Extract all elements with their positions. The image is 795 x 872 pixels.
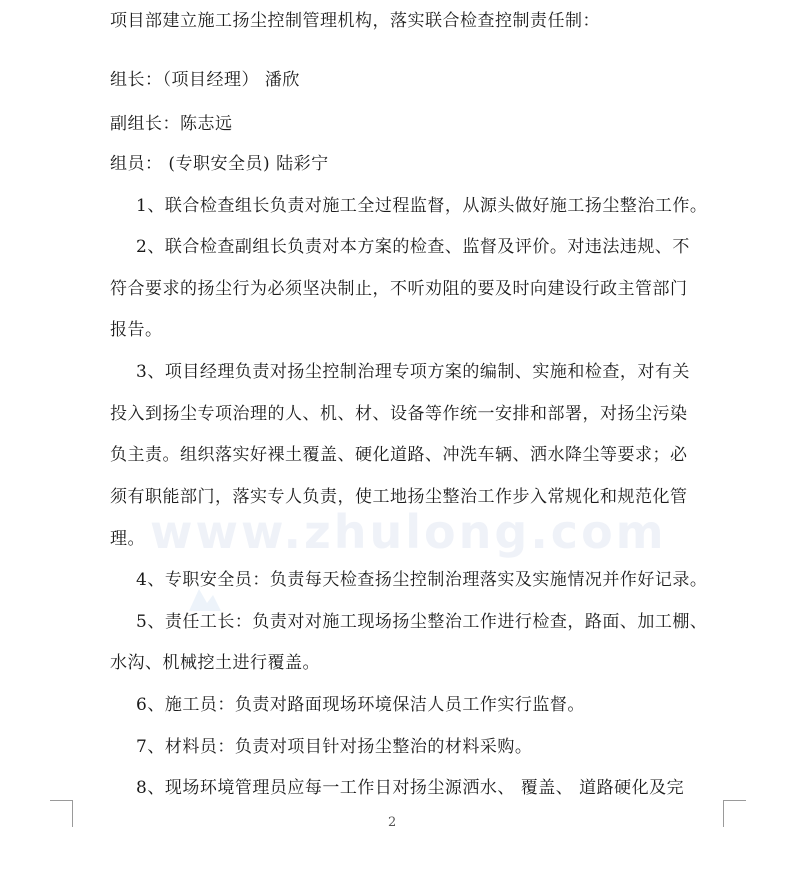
- paragraph-7-line-1: 7、材料员：负责对项目针对扬尘整治的材料采购。: [136, 737, 533, 757]
- team-member: 组员： (专职安全员) 陆彩宁: [110, 154, 329, 174]
- watermark: www.zhulong.com: [150, 505, 667, 559]
- page-corner-mark-left: [50, 800, 73, 827]
- paragraph-1-line-1: 1、联合检查组长负责对施工全过程监督，从源头做好施工扬尘整治工作。: [136, 196, 708, 216]
- paragraph-5-line-2: 水沟、机械挖土进行覆盖。: [110, 653, 320, 673]
- paragraph-2-line-2: 符合要求的扬尘行为必须坚决制止，不听劝阻的要及时向建设行政主管部门: [110, 279, 688, 299]
- paragraph-3-line-3: 负主责。组织落实好裸土覆盖、硬化道路、冲洗车辆、洒水降尘等要求；必: [110, 445, 688, 465]
- paragraph-2-line-1: 2、联合检查副组长负责对本方案的检查、监督及评价。对违法违规、不: [136, 237, 690, 257]
- paragraph-3-line-2: 投入到扬尘专项治理的人、机、材、设备等作统一安排和部署，对扬尘污染: [110, 404, 688, 424]
- paragraph-8-line-1: 8、现场环境管理员应每一工作日对扬尘源洒水、 覆盖、 道路硬化及完: [136, 778, 685, 798]
- paragraph-5-line-1: 5、责任工长：负责对对施工现场扬尘整治工作进行检查，路面、加工棚、: [136, 612, 708, 632]
- page-corner-mark-right: [723, 800, 746, 827]
- intro-line: 项目部建立施工扬尘控制管理机构，落实联合检查控制责任制：: [110, 11, 600, 31]
- paragraph-3-line-1: 3、项目经理负责对扬尘控制治理专项方案的编制、实施和检查，对有关: [136, 362, 690, 382]
- page-number: 2: [388, 815, 397, 830]
- paragraph-2-line-3: 报告。: [110, 320, 163, 340]
- paragraph-4-line-1: 4、专职安全员：负责每天检查扬尘控制治理落实及实施情况并作好记录。: [136, 570, 708, 590]
- paragraph-3-line-4: 须有职能部门，落实专人负责，使工地扬尘整治工作步入常规化和规范化管: [110, 487, 688, 507]
- paragraph-6-line-1: 6、施工员：负责对路面现场环境保洁人员工作实行监督。: [136, 695, 585, 715]
- team-deputy: 副组长：陈志远: [110, 114, 233, 134]
- team-leader: 组长：（项目经理） 潘欣: [110, 70, 300, 90]
- paragraph-3-line-5: 理。: [110, 529, 145, 549]
